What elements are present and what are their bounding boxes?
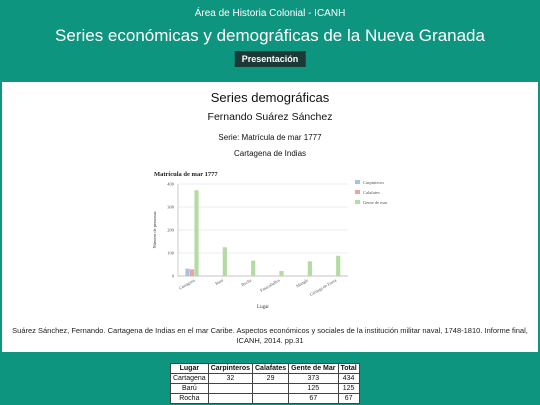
y-tick-label: 300	[167, 204, 174, 210]
x-tick-label: Barú	[214, 277, 224, 287]
x-axis-label: Lugar	[257, 305, 269, 310]
presentacion-button[interactable]: Presentación	[235, 51, 306, 67]
department-label: Área de Historia Colonial - ICANH	[194, 8, 346, 19]
table-cell: 67	[289, 394, 338, 404]
table-cell: Cartagena	[171, 374, 209, 384]
y-tick-label: 200	[167, 227, 174, 233]
bar-gente-de-mar	[194, 190, 198, 276]
y-tick-label: 100	[167, 250, 174, 256]
table-header-row	[171, 364, 360, 374]
table-cell: 32	[208, 374, 252, 384]
site-title: Series económicas y demográficas de la Nueva Granada	[55, 26, 485, 45]
table-cell: 125	[338, 384, 359, 394]
x-tick-label: Cartagena	[178, 277, 196, 291]
legend-swatch	[355, 190, 360, 194]
data-table	[170, 363, 360, 404]
section-title: Series demográficas	[210, 90, 330, 105]
table-body	[171, 374, 360, 404]
table-cell: 67	[338, 394, 359, 404]
table-cell	[253, 384, 289, 394]
table-row	[171, 374, 360, 384]
data-table-container	[170, 363, 360, 404]
table-cell: Rocha	[171, 394, 209, 404]
bar-chart	[148, 168, 398, 318]
bar-gente-de-mar	[279, 271, 283, 276]
table-header-cell: Lugar	[171, 364, 209, 374]
legend-swatch	[355, 180, 360, 184]
table-cell: Barú	[171, 384, 209, 394]
y-tick-label: 400	[167, 181, 174, 187]
bar-gente-de-mar	[308, 261, 312, 276]
table-header-cell: Total	[338, 364, 359, 374]
x-tick-label: Mangle	[295, 277, 309, 289]
table-cell: 29	[253, 374, 289, 384]
x-tick-label: Rocha	[240, 277, 253, 288]
site-header	[0, 0, 540, 72]
serie-label: Serie: Matrícula de mar 1777	[218, 133, 322, 142]
table-header-cell: Calafates	[253, 364, 289, 374]
y-tick-label: 0	[171, 273, 174, 279]
author-name: Fernando Suárez Sánchez	[207, 111, 333, 123]
table-header-cell: Carpinteros	[208, 364, 252, 374]
table-cell	[208, 394, 252, 404]
table-row	[171, 394, 360, 404]
table-cell: 373	[289, 374, 338, 384]
bar-gente-de-mar	[336, 256, 340, 276]
place-label: Cartagena de Indias	[233, 149, 307, 158]
table-cell: 125	[289, 384, 338, 394]
table-cell: 434	[338, 374, 359, 384]
citation-text: Suárez Sánchez, Fernando. Cartagena de Indias en el mar Caribe. Aspectos económicos y sociales de la institución militar naval, 1748-1810. Informe final, ICANH, 2014. pp.31	[12, 326, 528, 345]
table-row	[171, 384, 360, 394]
bar-calafates	[190, 269, 194, 276]
bar-gente-de-mar	[223, 247, 227, 276]
content-panel	[2, 82, 538, 352]
legend-label: Calafates	[363, 190, 380, 195]
x-tick-label: Ciénaga de Fuera	[308, 277, 338, 297]
table-cell	[208, 384, 252, 394]
chart-container	[148, 168, 398, 323]
legend-label: Carpinteros	[363, 180, 384, 185]
legend-label: Gente de mar	[363, 200, 388, 205]
legend-swatch	[355, 200, 360, 204]
x-tick-label: Pasacaballos	[259, 277, 281, 293]
bar-carpinteros	[185, 269, 189, 276]
bar-gente-de-mar	[251, 261, 255, 276]
y-axis-label: Número de personas	[152, 211, 157, 249]
table-header-cell: Gente de Mar	[289, 364, 338, 374]
chart-title: Matrícula de mar 1777	[154, 171, 218, 178]
table-cell	[253, 394, 289, 404]
